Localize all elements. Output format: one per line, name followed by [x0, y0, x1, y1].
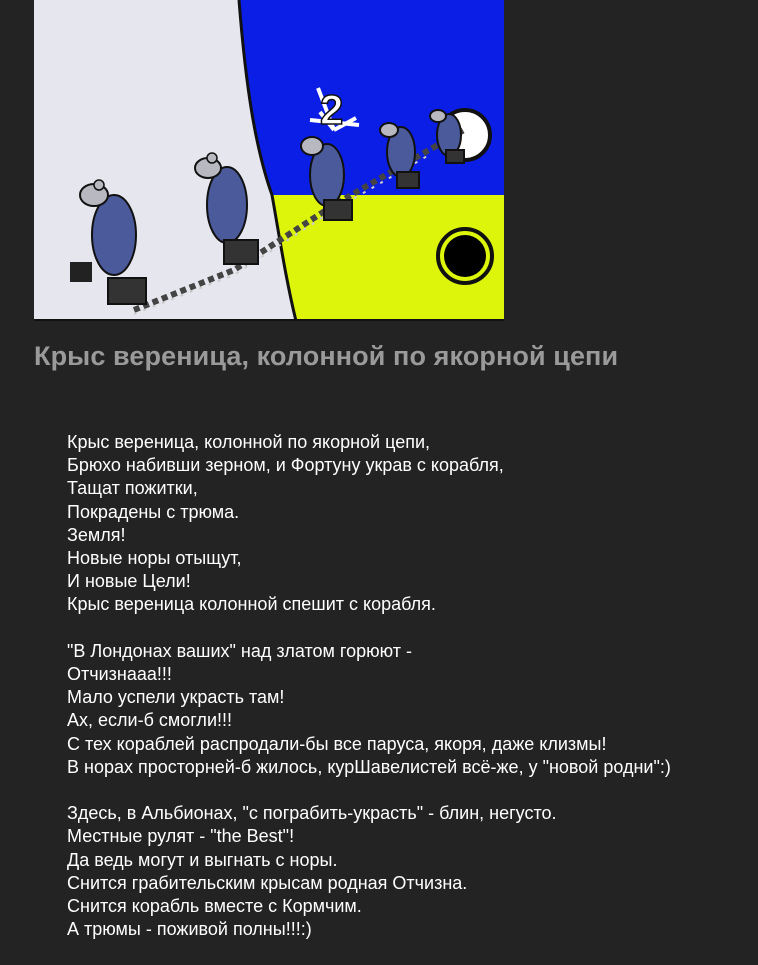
post-title: Крыс вереница, колонной по якорной цепи	[34, 341, 619, 371]
poem-line: Да ведь могут и выгнать с норы.	[67, 849, 338, 870]
poem-body	[67, 431, 671, 965]
poem-line: Снится грабительским крысам родная Отчизна.	[67, 872, 468, 893]
poem-line: Мало успели украсть там!	[67, 687, 285, 708]
poem-line: Покрадены с трюма.	[67, 501, 240, 522]
poem-line: И новые Цели!	[67, 571, 191, 592]
poem-line: Крыс вереница, колонной по якорной цепи,	[67, 432, 431, 452]
poem-line: А трюмы - поживой полны!!!:)	[67, 919, 312, 940]
poem-stanza-2	[67, 640, 671, 779]
poem-line: Снится корабль вместе с Кормчим.	[67, 896, 362, 917]
poem-line: "В Лондонах ваших" над златом горюют -	[67, 640, 412, 661]
poem-line: В норах просторней-б жилось, курШавелистей всё-же, у "новой родни":)	[67, 756, 671, 777]
anchor-label: 2	[320, 86, 344, 133]
poem-line: Крыс вереница колонной спешит с корабля.	[67, 594, 436, 615]
poem-line: Ах, если-б смогли!!!	[67, 710, 232, 731]
poem-line: Новые норы отыщут,	[67, 548, 242, 569]
poem-line: Тащат пожитки,	[67, 478, 198, 499]
poem-stanza-1	[67, 431, 671, 617]
poem-line: Брюхо набивши зерном, и Фортуну украв с корабля,	[67, 455, 504, 476]
poem-line: Отчизнааа!!!	[67, 664, 172, 685]
poem-line: Местные рулят - "the Best"!	[67, 826, 295, 847]
rats-on-anchor-chain-cartoon	[34, 0, 504, 321]
poem-stanza-3	[67, 802, 671, 941]
poem-line: Земля!	[67, 524, 126, 545]
poem-line: С тех кораблей распродали-бы все паруса, якоря, даже клизмы!	[67, 733, 607, 754]
poem-line: Здесь, в Альбионах, "с пограбить-украсть" - блин, негусто.	[67, 803, 557, 824]
